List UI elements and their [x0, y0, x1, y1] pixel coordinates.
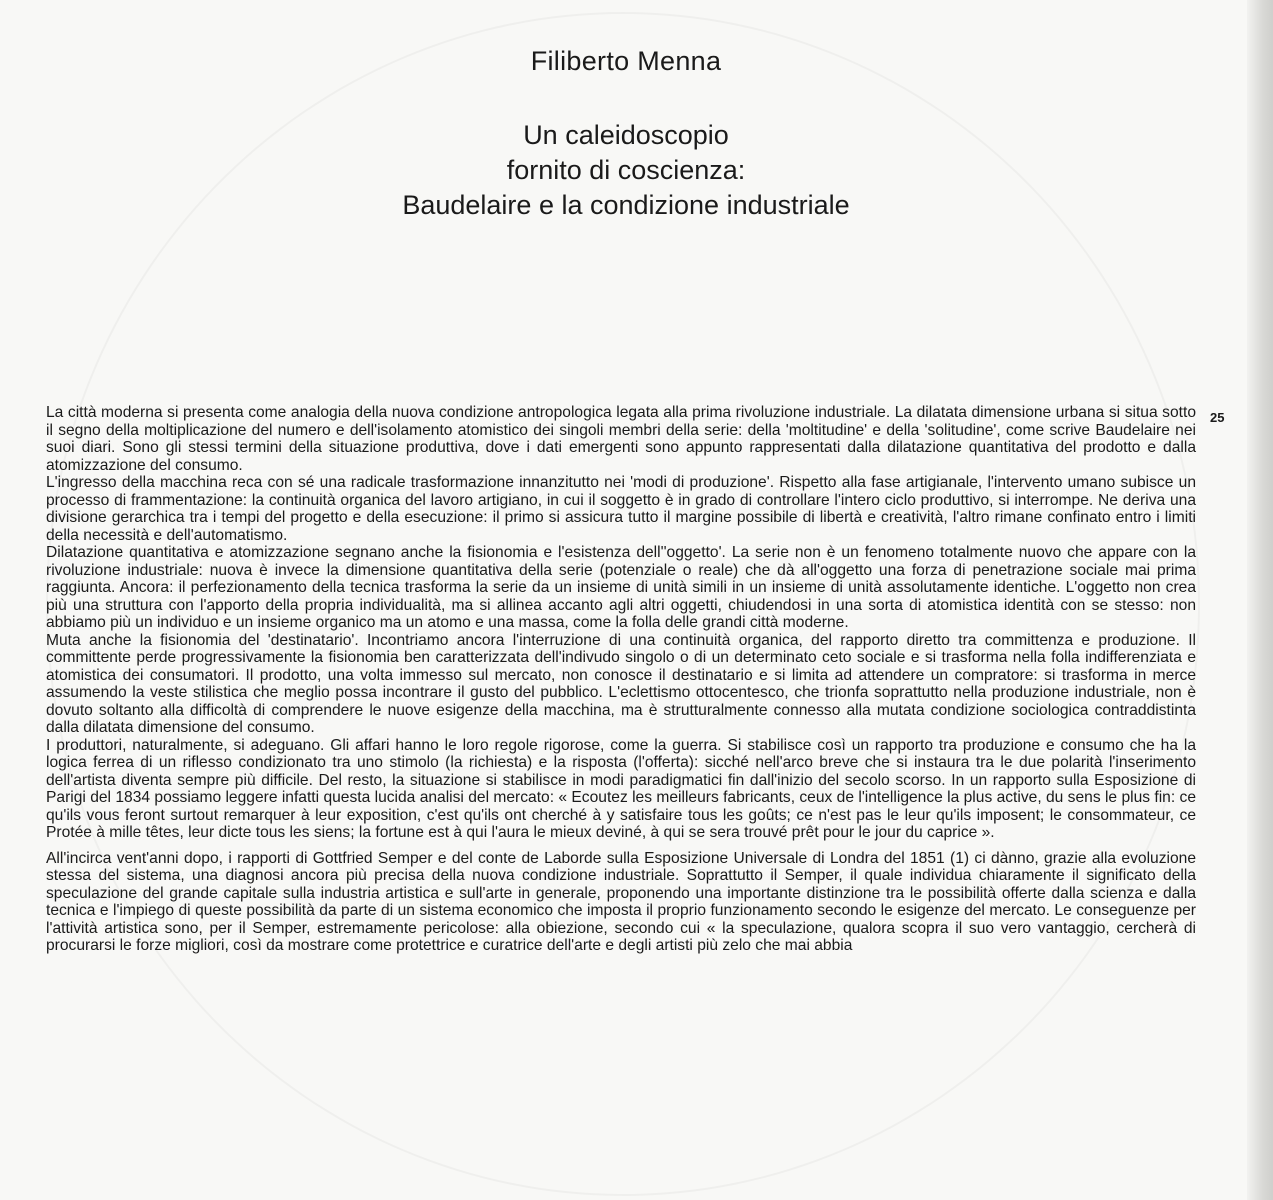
title-line: fornito di coscienza:	[506, 155, 746, 185]
paragraph: L'ingresso della macchina reca con sé una radicale trasformazione innanzitutto nei 'modi di produzione'. Rispetto alla fase artigianale, l'intervento umano subisce un processo di frammentazione: la continuità organica del lavoro artigiano, in cui il soggetto è in grado di controllare l'intero ciclo produttivo, si interrompe. Ne deriva una divisione gerarchica tra i tempi del progetto e della esecuzione: il primo si assicura tutto il margine possibile di libertà e creatività, l'altro rimane confinato entro i limiti della necessità e dell'automatismo.	[46, 474, 1196, 544]
title-line: Baudelaire e la condizione industriale	[402, 190, 850, 220]
paragraph: La città moderna si presenta come analogia della nuova condizione antropologica legata alla prima rivoluzione industriale. La dilatata dimensione urbana si situa sotto il segno della moltiplicazione del numero e dell'isolamento atomistico dei singoli membri della serie: della 'moltitudine' e della 'solitudine', come scrive Baudelaire nei suoi diari. Sono gli stessi termini della situazione produttiva, dove i dati emergenti sono appunto rappresentati dalla dilatazione quantitativa del prodotto e dalla atomizzazione del consumo.	[46, 404, 1196, 474]
author-name: Filiberto Menna	[530, 46, 722, 76]
body-text	[46, 404, 1196, 955]
paragraph: Dilatazione quantitativa e atomizzazione segnano anche la fisionomia e l'esistenza dell''oggetto'. La serie non è un fenomeno totalmente nuovo che appare con la rivoluzione industriale: nuova è invece la dimensione quantitativa della serie (potenziale o reale) che dà all'oggetto una forza di penetrazione sociale mai prima raggiunta. Ancora: il perfezionamento della tecnica trasforma la serie da un insieme di unità simili in un insieme di unità assolutamente identiche. L'oggetto non crea più una struttura con l'apporto della propria individualità, ma si allinea accanto agli altri oggetti, chiudendosi in una sorta di atomistica identità con se stesso: non abbiamo più un individuo e un insieme organico ma un atomo e una massa, come la folla delle grandi città moderne.	[46, 544, 1196, 631]
page-number: 25	[1210, 410, 1225, 425]
essay-title	[0, 118, 1252, 223]
paragraph: All'incirca vent'anni dopo, i rapporti di Gottfried Semper e del conte de Laborde sulla Esposizione Universale di Londra del 1851 (1) ci dànno, grazie alla evoluzione stessa del sistema, una diagnosi ancora più precisa della nuova condizione industriale. Soprattutto il Semper, il quale individua chiaramente il significato della speculazione del grande capitale sulla industria artistica e sull'arte in generale, proponendo una importante distinzione tra le possibilità offerte dalla scienza e dalla tecnica e l'impiego di queste possibilità da parte di un sistema economico che imposta il proprio funzionamento secondo le esigenze del mercato. Le conseguenze per l'attività artistica sono, per il Semper, estremamente pericolose: alla obiezione, secondo cui « la speculazione, qualora scopra il suo vero vantaggio, cercherà di procurarsi le forze migliori, così da mostrare come protettrice e curatrice dell'arte e degli artisti più zelo che mai abbia	[46, 849, 1196, 954]
paragraph: Muta anche la fisionomia del 'destinatario'. Incontriamo ancora l'interruzione di una continuità organica, del rapporto diretto tra committenza e produzione. Il committente perde progressivamente la fisionomia ben caratterizzata dell'indivudo singolo o di un determinato ceto sociale e si trasforma nella folla indifferenziata e atomistica dei consumatori. Il prodotto, una volta immesso sul mercato, non conosce il destinatario e si limita ad attendere un compratore: si trasforma in merce assumendo la veste stilistica che meglio possa incontrare il gusto del pubblico. L'eclettismo ottocentesco, che trionfa soprattutto nella produzione industriale, non è dovuto soltanto alla difficoltà di comprendere le nuove esigenze della macchina, ma è strutturalmente connesso alla mutata condizione sociologica contraddistinta dalla dilatata dimensione del consumo.	[46, 631, 1196, 736]
title-line: Un caleidoscopio	[523, 120, 729, 150]
paragraph: I produttori, naturalmente, si adeguano. Gli affari hanno le loro regole rigorose, come la guerra. Si stabilisce così un rapporto tra produzione e consumo che ha la logica ferrea di un riflesso condizionato tra uno stimolo (la richiesta) e la risposta (l'offerta): sicché nell'arco breve che si instaura tra le due polarità l'inserimento dell'artista diventa sempre più difficile. Del resto, la situazione si stabilisce in modi paradigmatici fin dall'inizio del secolo scorso. In un rapporto sulla Esposizione di Parigi del 1834 possiamo leggere infatti questa lucida analisi del mercato: « Ecoutez les meilleurs fabricants, ceux de l'intelligence la plus active, du sens le plus fin: ce qu'ils vous feront surtout remarquer à leur exposition, c'est qu'ils ont cherché à y satisfaire tous les goûts; ce n'est pas le leur qu'ils imposent; le consommateur, ce Protée à mille têtes, leur dicte tous les siens; la fortune est à qui l'aura le mieux deviné, à qui se sera trouvé prêt pour le jour du caprice ».	[46, 736, 1196, 841]
